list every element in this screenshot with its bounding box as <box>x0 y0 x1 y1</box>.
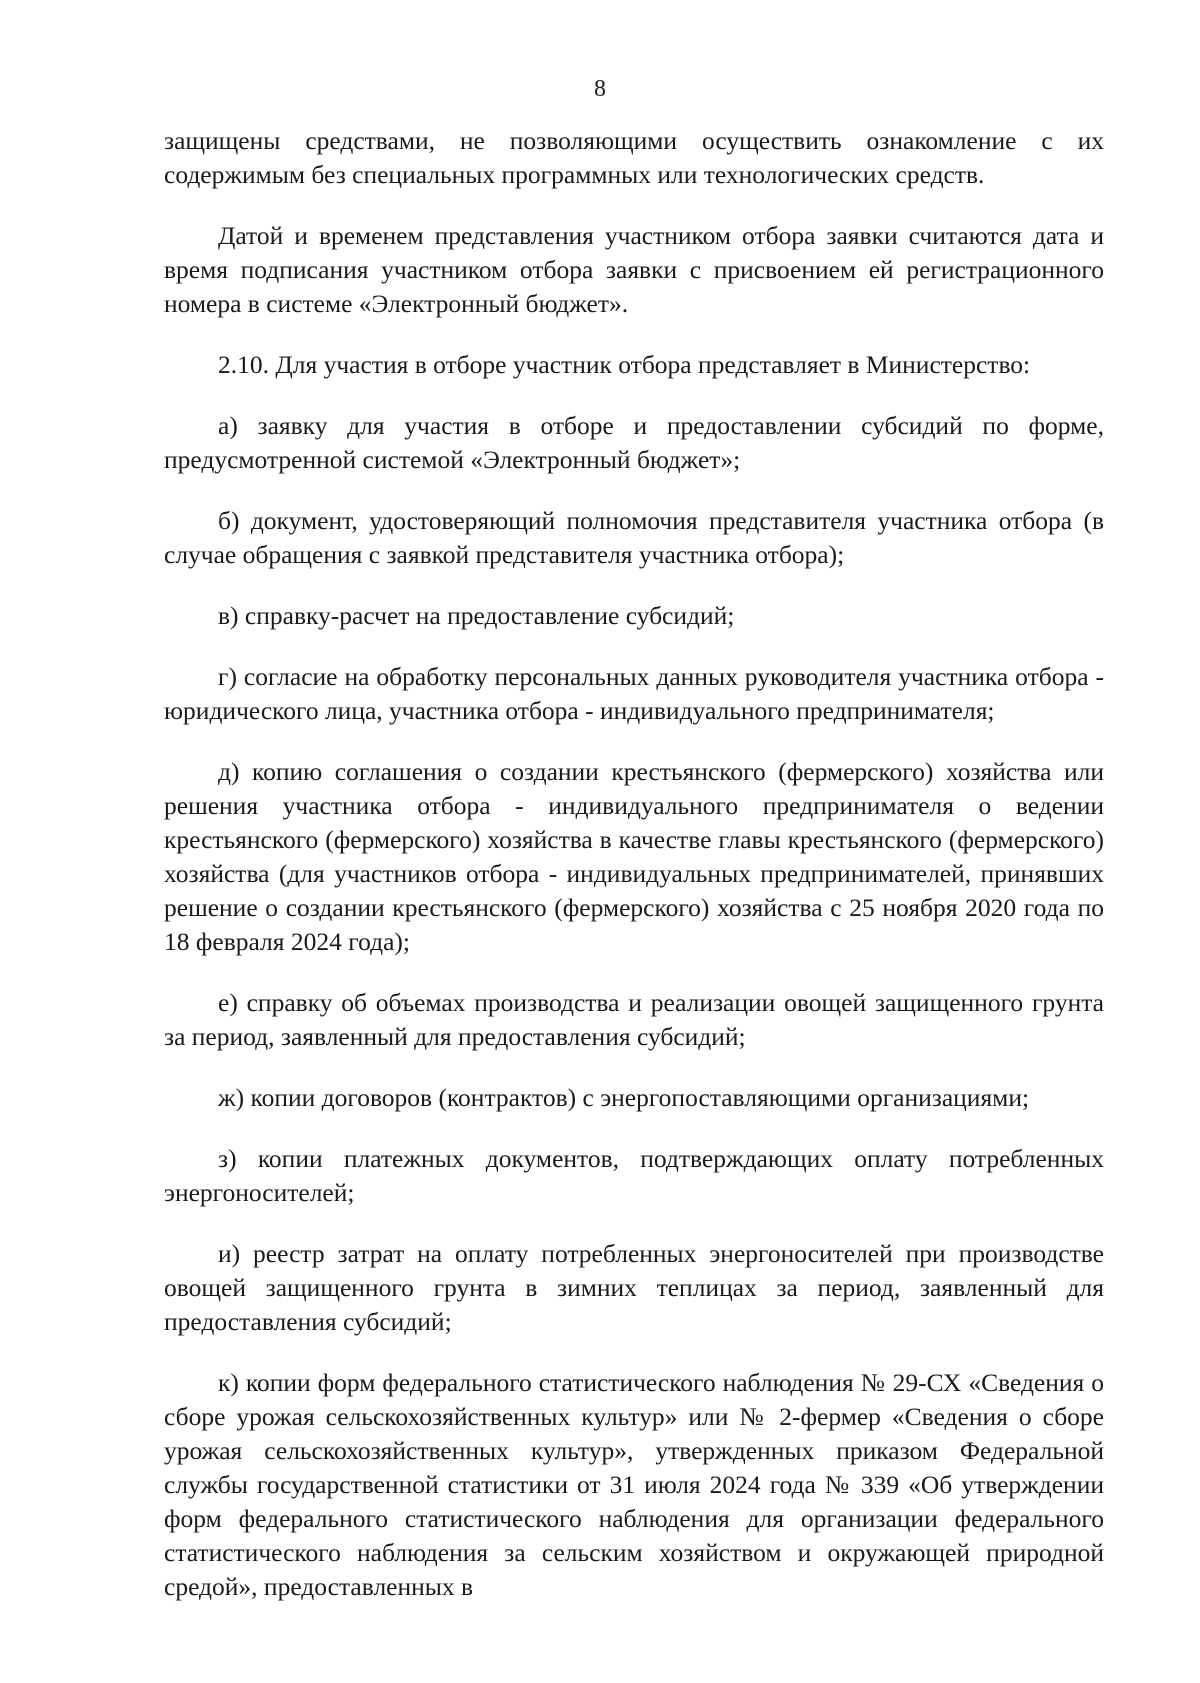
list-item-z: з) копии платежных документов, подтверждающих оплату потребленных энергоносителей; <box>164 1144 1104 1207</box>
list-item-zh: ж) копии договоров (контрактов) с энергопоставляющими организациями; <box>218 1083 1030 1112</box>
page-number: 8 <box>594 76 606 102</box>
list-item-d: д) копию соглашения о создании крестьянского (фермерского) хозяйства или решения участника отбора - индивидуального предпринимателя о ведении крестьянского (фермерского) хозяйства в качестве главы крестьянского (фермерского) хозяйства (для участников отбора - индивидуальных предпринимателей, принявших решение о создании крестьянского (фермерского) хозяйства с 25 ноября 2020 года по 18 февраля 2024 года); <box>164 757 1104 956</box>
list-item-k: к) копии форм федерального статистического наблюдения № 29-СХ «Сведения о сборе урожая сельскохозяйственных культур» или № 2-фермер «Сведения о сборе урожая сельскохозяйственных культур», утвержденных приказом Федеральной службы государственной статистики от 31 июля 2024 года № 339 «Об утверждении форм федерального статистического наблюдения для организации федерального статистического наблюдения за сельским хозяйством и окружающей природной средой», предоставленных в <box>164 1368 1104 1601</box>
list-item-e: е) справку об объемах производства и реализации овощей защищенного грунта за период, заявленный для предоставления субсидий; <box>164 988 1104 1051</box>
list-item-a: а) заявку для участия в отборе и предоставлении субсидий по форме, предусмотренной системой «Электронный бюджет»; <box>164 411 1104 474</box>
list-item-g: г) согласие на обработку персональных данных руководителя участника отбора - юридического лица, участника отбора - индивидуального предпринимателя; <box>164 662 1104 725</box>
paragraph-submission-date: Датой и временем представления участником отбора заявки считаются дата и время подписания участником отбора заявки с присвоением ей регистрационного номера в системе «Электронный бюджет». <box>164 221 1104 318</box>
paragraph-continuation: защищены средствами, не позволяющими осуществить ознакомление с их содержимым без специальных программных или технологических средств. <box>164 126 1104 189</box>
document-body <box>164 124 1104 1604</box>
list-item-b: б) документ, удостоверяющий полномочия представителя участника отбора (в случае обращения с заявкой представителя участника отбора); <box>164 506 1104 569</box>
list-item-v: в) справку-расчет на предоставление субсидий; <box>218 601 735 630</box>
list-item-i: и) реестр затрат на оплату потребленных энергоносителей при производстве овощей защищенного грунта в зимних теплицах за период, заявленный для предоставления субсидий; <box>164 1239 1104 1336</box>
paragraph-clause-2-10: 2.10. Для участия в отборе участник отбора представляет в Министерство: <box>218 350 1031 379</box>
